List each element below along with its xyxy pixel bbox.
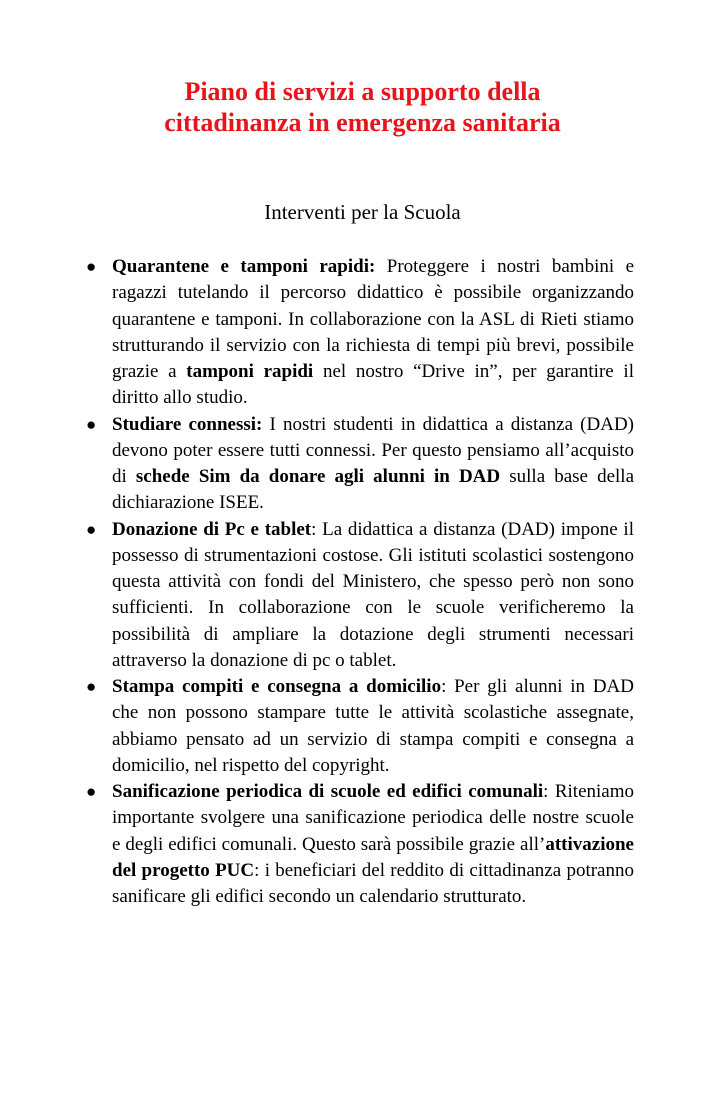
list-item-sanificazione <box>86 779 634 910</box>
list-item-donazione-pc <box>86 517 634 675</box>
title-line-2: cittadinanza in emergenza sanitaria <box>164 108 561 137</box>
item-emphasis: schede Sim da donare agli alunni in DAD <box>135 466 501 487</box>
item-text: : i beneficiari del reddito di cittadinanza potranno sanificare gli edifici secondo un calendario strutturato. <box>112 859 634 907</box>
item-text: sulla base della dichiarazione ISEE. <box>112 466 635 514</box>
bullet-icon: ● <box>86 519 97 539</box>
item-heading: Stampa compiti e consegna a domicilio <box>112 676 442 697</box>
list-item-quarantene <box>86 254 634 412</box>
list-item-studiare-connessi <box>86 412 634 517</box>
bullet-icon: ● <box>86 782 97 801</box>
item-heading: Quarantene e tamponi rapidi: <box>112 256 376 277</box>
document-title <box>0 76 725 138</box>
item-text: : La didattica a distanza (DAD) impone il possesso di strumentazioni costose. Gli istituti scolastici sostengono questa attività con fondi del Ministero, che spesso però non sono sufficienti. In collaborazione con le scuole verificheremo la possibilità di ampliare la dotazione degli strumenti necessari attraverso la donazione di pc o tablet. <box>112 518 634 671</box>
item-text: nel nostro “Drive in”, per garantire il diritto allo studio. <box>112 361 634 409</box>
bullet-icon: ● <box>86 257 97 276</box>
item-emphasis: tamponi rapidi <box>186 361 314 382</box>
item-emphasis: attivazione del progetto PUC <box>112 833 634 881</box>
list-item-stampa-compiti <box>86 674 634 779</box>
item-text: : Riteniamo importante svolgere una sanificazione periodica delle nostre scuole e degli edifici comunali. Questo sarà possibile grazie all’ <box>112 781 635 855</box>
item-heading: Donazione di Pc e tablet <box>112 518 312 540</box>
item-heading: Studiare connessi: <box>112 413 263 435</box>
item-heading: Sanificazione periodica di scuole ed edifici comunali <box>112 781 544 802</box>
item-text: Proteggere i nostri bambini e ragazzi tutelando il percorso didattico è possibile organizzando quarantene e tamponi. In collaborazione con la ASL di Rieti stiamo strutturando il servizio con la richiesta di tempi più brevi, possibile grazie a <box>112 256 634 382</box>
section-subtitle: Interventi per la Scuola <box>264 200 461 224</box>
item-text: I nostri studenti in didattica a distanza (DAD) devono poter essere tutti connessi. Per questo pensiamo all’acquisto di <box>112 413 634 487</box>
bullet-list <box>86 254 634 910</box>
bullet-icon: ● <box>86 414 97 434</box>
item-text: : Per gli alunni in DAD che non possono stampare tutte le attività scolastiche assegnate, abbiamo pensato ad un servizio di stampa compiti e consegna a domicilio, nel rispetto del copyright. <box>112 676 634 776</box>
title-line-1: Piano di servizi a supporto della <box>184 77 541 106</box>
bullet-icon: ● <box>86 677 97 696</box>
